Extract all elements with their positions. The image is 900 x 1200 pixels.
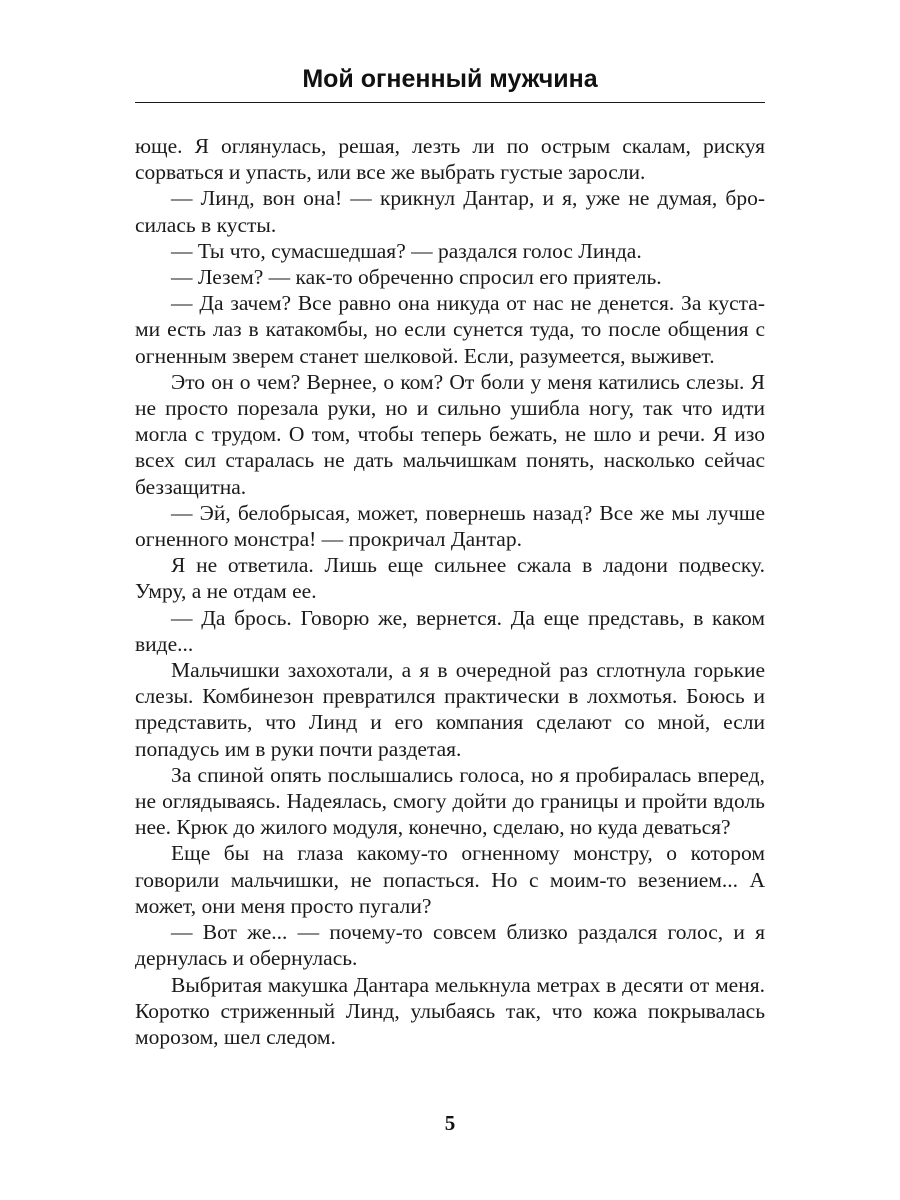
paragraph: — Да брось. Говорю же, вернется. Да еще представь, в каком виде... <box>135 605 765 656</box>
paragraph: Еще бы на глаза какому-то огненному монстру, о котором говорили мальчишки, не попасться. Но с моим-то везением... А может, они меня просто пугали? <box>135 841 765 918</box>
paragraph: — Вот же... — почему-то совсем близко раздался голос, и я дернулась и обернулась. <box>135 920 765 971</box>
paragraph: Это он о чем? Вернее, о ком? От боли у меня катились слезы. Я не просто порезала руки, но и сильно ушибла ногу, так что идти могла с трудом. О том, чтобы теперь бежать, не шло и речи. Я изо всех сил старалась не дать мальчишкам понять, насколько сейчас беззащитна. <box>135 369 765 499</box>
running-header <box>135 62 765 103</box>
paragraph: — Ты что, сумасшедшая? — раздался голос Линда. <box>171 238 642 263</box>
paragraph: Выбритая макушка Дантара мелькнула метрах в десяти от меня. Коротко стриженный Линд, улыбаясь так, что кожа покрывалась морозом, шел следом. <box>135 972 765 1049</box>
page-number: 5 <box>444 1111 456 1135</box>
book-title: Мой огненный мужчина <box>302 65 598 93</box>
body-text <box>135 133 765 1050</box>
paragraph: — Лезем? — как-то обреченно спросил его приятель. <box>171 265 662 290</box>
paragraph: Я не ответила. Лишь еще сильнее сжала в ладони подвеску. Умру, а не отдам ее. <box>135 553 765 604</box>
paragraph: Мальчишки захохотали, а я в очередной раз сглотнула горькие слезы. Комбинезон превратился практически в лохмотья. Боюсь и представить, что Линд и его компания сделают со мной, если попадусь им в руки почти раздетая. <box>135 658 765 761</box>
paragraph: — Линд, вон она! — крикнул Дантар, и я, уже не думая, бросилась в кусты. <box>135 186 765 237</box>
paragraph: — Эй, белобрысая, может, повернешь назад? Все же мы лучше огненного монстра! — прокричал Дантар. <box>135 500 765 552</box>
paragraph: юще. Я оглянулась, решая, лезть ли по острым скалам, рискуя сорваться и упасть, или все же выбрать густые заросли. <box>135 134 765 185</box>
paragraph: За спиной опять послышались голоса, но я пробиралась вперед, не оглядываясь. Надеялась, смогу дойти до границы и пройти вдоль нее. Крюк до жилого модуля, конечно, сделаю, но куда деваться? <box>135 762 765 840</box>
paragraph: — Да зачем? Все равно она никуда от нас не денется. За кустами есть лаз в катакомбы, но если сунется туда, то после общения с огненным зверем станет шелковой. Если, разумеется, выживет. <box>135 291 765 368</box>
